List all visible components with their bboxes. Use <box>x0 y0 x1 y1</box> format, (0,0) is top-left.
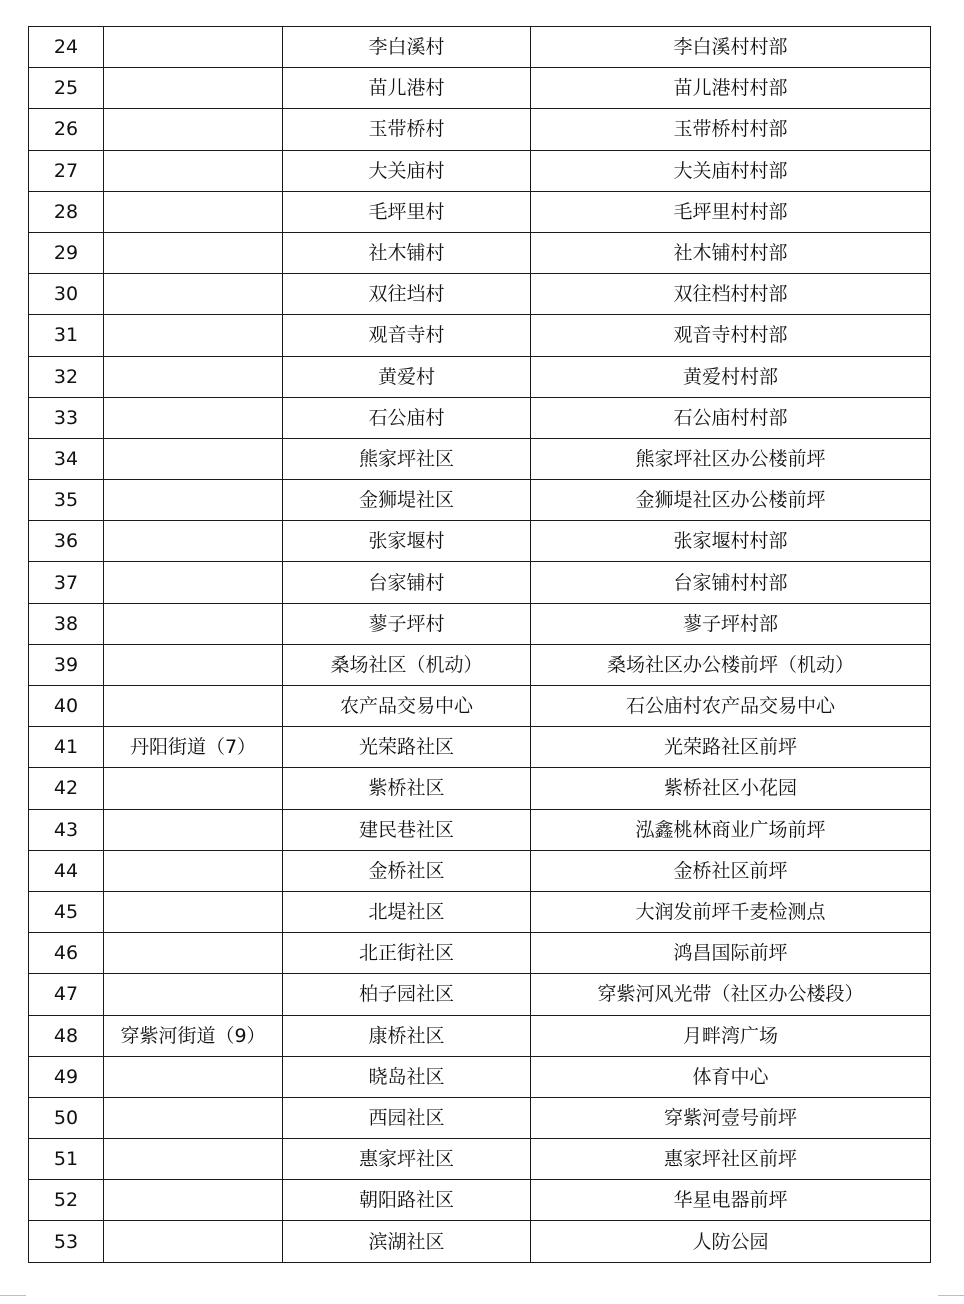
testing-site-cell: 鸿昌国际前坪 <box>531 933 931 974</box>
row-number-cell: 41 <box>29 727 104 768</box>
village-cell: 李白溪村 <box>283 27 531 68</box>
table-row <box>29 562 931 603</box>
street-cell <box>104 191 283 232</box>
row-number-cell: 32 <box>29 356 104 397</box>
table-row <box>29 603 931 644</box>
street-cell <box>104 768 283 809</box>
row-number-cell: 29 <box>29 232 104 273</box>
row-number-cell: 48 <box>29 1015 104 1056</box>
testing-site-cell: 华星电器前坪 <box>531 1180 931 1221</box>
street-cell <box>104 480 283 521</box>
street-cell <box>104 891 283 932</box>
row-number-cell: 24 <box>29 27 104 68</box>
table-row <box>29 974 931 1015</box>
testing-site-cell: 月畔湾广场 <box>531 1015 931 1056</box>
testing-site-cell: 大润发前坪千麦检测点 <box>531 891 931 932</box>
table-row <box>29 150 931 191</box>
testing-site-cell: 光荣路社区前坪 <box>531 727 931 768</box>
street-cell <box>104 809 283 850</box>
street-cell <box>104 644 283 685</box>
table-row <box>29 850 931 891</box>
testing-site-cell: 惠家坪社区前坪 <box>531 1139 931 1180</box>
street-cell <box>104 438 283 479</box>
village-cell: 北正街社区 <box>283 933 531 974</box>
row-number-cell: 50 <box>29 1097 104 1138</box>
village-cell: 桑场社区（机动） <box>283 644 531 685</box>
row-number-cell: 27 <box>29 150 104 191</box>
street-cell <box>104 232 283 273</box>
street-cell <box>104 274 283 315</box>
testing-site-cell: 蓼子坪村部 <box>531 603 931 644</box>
village-cell: 双往垱村 <box>283 274 531 315</box>
table-row <box>29 686 931 727</box>
row-number-cell: 47 <box>29 974 104 1015</box>
testing-site-cell: 黄爱村村部 <box>531 356 931 397</box>
village-cell: 大关庙村 <box>283 150 531 191</box>
village-cell: 社木铺村 <box>283 232 531 273</box>
street-cell <box>104 974 283 1015</box>
page-edge-mark-left <box>0 1295 26 1302</box>
row-number-cell: 37 <box>29 562 104 603</box>
row-number-cell: 33 <box>29 397 104 438</box>
testing-site-table-page <box>28 26 930 1263</box>
testing-site-cell: 社木铺村村部 <box>531 232 931 273</box>
village-cell: 石公庙村 <box>283 397 531 438</box>
table-row <box>29 315 931 356</box>
row-number-cell: 45 <box>29 891 104 932</box>
testing-site-cell: 金桥社区前坪 <box>531 850 931 891</box>
village-cell: 滨湖社区 <box>283 1221 531 1262</box>
testing-site-cell: 紫桥社区小花园 <box>531 768 931 809</box>
village-cell: 黄爱村 <box>283 356 531 397</box>
testing-site-cell: 双往档村村部 <box>531 274 931 315</box>
row-number-cell: 46 <box>29 933 104 974</box>
testing-site-cell: 毛坪里村村部 <box>531 191 931 232</box>
table-row <box>29 397 931 438</box>
village-cell: 玉带桥村 <box>283 109 531 150</box>
table-body <box>29 27 931 1263</box>
village-cell: 康桥社区 <box>283 1015 531 1056</box>
testing-site-cell: 台家铺村村部 <box>531 562 931 603</box>
table-row <box>29 1015 931 1056</box>
page-edge-mark-right <box>938 1295 964 1302</box>
street-cell <box>104 850 283 891</box>
row-number-cell: 35 <box>29 480 104 521</box>
testing-site-cell: 观音寺村村部 <box>531 315 931 356</box>
village-cell: 台家铺村 <box>283 562 531 603</box>
row-number-cell: 51 <box>29 1139 104 1180</box>
table-row <box>29 356 931 397</box>
table-row <box>29 891 931 932</box>
table-row <box>29 1056 931 1097</box>
testing-site-cell: 苗儿港村村部 <box>531 68 931 109</box>
village-cell: 西园社区 <box>283 1097 531 1138</box>
testing-site-cell: 人防公园 <box>531 1221 931 1262</box>
row-number-cell: 36 <box>29 521 104 562</box>
street-cell <box>104 562 283 603</box>
village-cell: 蓼子坪村 <box>283 603 531 644</box>
row-number-cell: 53 <box>29 1221 104 1262</box>
row-number-cell: 42 <box>29 768 104 809</box>
testing-site-cell: 李白溪村村部 <box>531 27 931 68</box>
table-row <box>29 1097 931 1138</box>
row-number-cell: 38 <box>29 603 104 644</box>
table-row <box>29 27 931 68</box>
table-row <box>29 274 931 315</box>
testing-site-cell: 泓鑫桃林商业广场前坪 <box>531 809 931 850</box>
village-cell: 金狮堤社区 <box>283 480 531 521</box>
village-cell: 紫桥社区 <box>283 768 531 809</box>
table-row <box>29 109 931 150</box>
street-cell <box>104 1221 283 1262</box>
street-cell <box>104 521 283 562</box>
street-cell <box>104 27 283 68</box>
testing-site-cell: 穿紫河风光带（社区办公楼段） <box>531 974 931 1015</box>
table-row <box>29 232 931 273</box>
testing-site-cell: 大关庙村村部 <box>531 150 931 191</box>
row-number-cell: 28 <box>29 191 104 232</box>
table-row <box>29 480 931 521</box>
village-cell: 农产品交易中心 <box>283 686 531 727</box>
table-row <box>29 644 931 685</box>
street-cell <box>104 109 283 150</box>
testing-site-cell: 石公庙村农产品交易中心 <box>531 686 931 727</box>
village-cell: 观音寺村 <box>283 315 531 356</box>
street-cell <box>104 68 283 109</box>
street-cell <box>104 1097 283 1138</box>
table-row <box>29 809 931 850</box>
street-cell <box>104 1180 283 1221</box>
testing-site-cell: 玉带桥村村部 <box>531 109 931 150</box>
testing-site-cell: 体育中心 <box>531 1056 931 1097</box>
table-row <box>29 1139 931 1180</box>
testing-site-cell: 金狮堤社区办公楼前坪 <box>531 480 931 521</box>
row-number-cell: 30 <box>29 274 104 315</box>
row-number-cell: 31 <box>29 315 104 356</box>
testing-site-cell: 穿紫河壹号前坪 <box>531 1097 931 1138</box>
village-cell: 苗儿港村 <box>283 68 531 109</box>
street-cell <box>104 397 283 438</box>
table-row <box>29 521 931 562</box>
street-cell <box>104 603 283 644</box>
testing-site-cell: 桑场社区办公楼前坪（机动） <box>531 644 931 685</box>
table-row <box>29 438 931 479</box>
village-cell: 光荣路社区 <box>283 727 531 768</box>
street-cell: 穿紫河街道（9） <box>104 1015 283 1056</box>
village-cell: 北堤社区 <box>283 891 531 932</box>
village-cell: 金桥社区 <box>283 850 531 891</box>
street-cell <box>104 1056 283 1097</box>
village-cell: 张家堰村 <box>283 521 531 562</box>
street-cell <box>104 1139 283 1180</box>
street-cell <box>104 150 283 191</box>
street-cell <box>104 933 283 974</box>
table-row <box>29 68 931 109</box>
street-cell <box>104 686 283 727</box>
table-row <box>29 191 931 232</box>
village-cell: 熊家坪社区 <box>283 438 531 479</box>
table-row <box>29 1221 931 1262</box>
row-number-cell: 52 <box>29 1180 104 1221</box>
street-cell: 丹阳街道（7） <box>104 727 283 768</box>
testing-site-cell: 石公庙村村部 <box>531 397 931 438</box>
testing-site-cell: 熊家坪社区办公楼前坪 <box>531 438 931 479</box>
table-row <box>29 768 931 809</box>
row-number-cell: 34 <box>29 438 104 479</box>
street-cell <box>104 356 283 397</box>
row-number-cell: 25 <box>29 68 104 109</box>
testing-site-cell: 张家堰村村部 <box>531 521 931 562</box>
row-number-cell: 40 <box>29 686 104 727</box>
village-cell: 朝阳路社区 <box>283 1180 531 1221</box>
village-cell: 柏子园社区 <box>283 974 531 1015</box>
row-number-cell: 44 <box>29 850 104 891</box>
village-cell: 毛坪里村 <box>283 191 531 232</box>
row-number-cell: 49 <box>29 1056 104 1097</box>
table-row <box>29 933 931 974</box>
table-row <box>29 727 931 768</box>
row-number-cell: 26 <box>29 109 104 150</box>
row-number-cell: 43 <box>29 809 104 850</box>
village-cell: 晓岛社区 <box>283 1056 531 1097</box>
row-number-cell: 39 <box>29 644 104 685</box>
village-cell: 建民巷社区 <box>283 809 531 850</box>
table-row <box>29 1180 931 1221</box>
village-cell: 惠家坪社区 <box>283 1139 531 1180</box>
street-cell <box>104 315 283 356</box>
testing-site-table <box>28 26 931 1263</box>
